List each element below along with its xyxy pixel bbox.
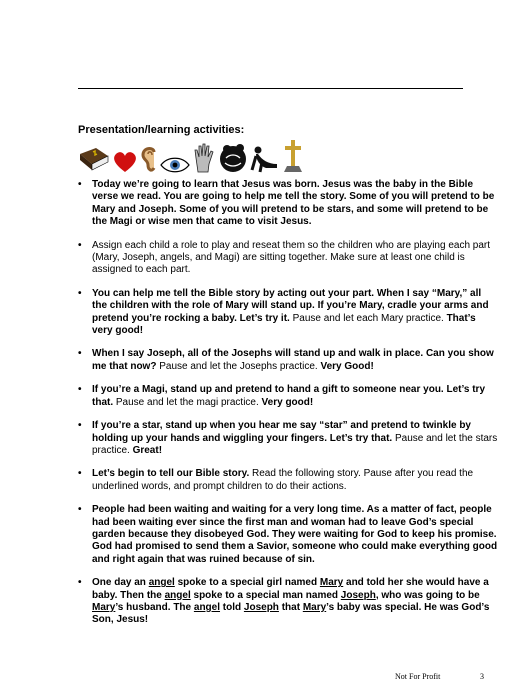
- text-run: told: [220, 601, 244, 613]
- text-run: Mary: [319, 577, 344, 589]
- text-run: That’s very good!: [92, 312, 476, 337]
- bullet-icon: •: [78, 179, 82, 190]
- text-run: Pause and let the magi practice.: [113, 396, 262, 408]
- text-run: Very good!: [261, 396, 314, 408]
- text-run: Joseph: [243, 601, 279, 613]
- list-item: [78, 240, 498, 277]
- text-run: Assign each child a role to play and reseat them so the children who are playing each part (Mary, Joseph, angels, and Magi) are sitting together. Make sure at least one child is assigned to each part.: [92, 239, 491, 276]
- text-run: Mary: [92, 601, 116, 613]
- list-item: [78, 348, 498, 373]
- text-run: Mary: [302, 601, 327, 613]
- text-run: that: [278, 601, 303, 613]
- list-item: [78, 179, 498, 229]
- eye-icon: [160, 156, 190, 179]
- text-run: angel: [148, 577, 175, 589]
- text-run: If you’re a star, stand up when you hear me say “star” and pretend to twinkle by holding up your hands and wiggling your fingers. Let’s try that.: [92, 420, 471, 444]
- section-heading: Presentation/learning activities:: [78, 124, 245, 136]
- footer-text: Not For Profit: [395, 672, 441, 681]
- text-run: angel: [193, 601, 221, 613]
- bullet-icon: •: [78, 420, 82, 432]
- heart-icon: [112, 150, 138, 179]
- text-run: Today we’re going to learn that Jesus was born. Jesus was the baby in the Bible verse we read. You are going to help me tell the story. Some of you will pretend to be Mary and Joseph. Some of you will pretend to be stars, and some will pretend to be the Magi or wise men that came to visit Jesus.: [92, 179, 495, 228]
- text-run: Great!: [132, 444, 163, 456]
- text-run: Very Good!: [320, 360, 374, 372]
- text-run: Read the following story. Pause after you read the underlined words, and prompt children to do their actions.: [92, 468, 474, 492]
- text-run: spoke to a special girl named: [174, 577, 320, 589]
- text-run: Pause and let the stars practice.: [92, 432, 498, 456]
- bullet-icon: •: [78, 468, 82, 480]
- text-run: People had been waiting and waiting for a very long time. As a matter of fact, people had been waiting ever since the first man and woman had to leave God’s special garden because they disobeyed God. They were waiting for God to keep his promise. God had promised to send them a Savior, someone who could make everything good and right again that was ruined because of sin.: [92, 504, 498, 565]
- bullet-icon: •: [78, 577, 82, 589]
- list-item: [78, 504, 498, 566]
- bullet-icon: •: [78, 384, 82, 396]
- text-run: and told her she would have a baby. Then the: [92, 577, 489, 601]
- text-run: One day an: [92, 577, 149, 589]
- list-item: [78, 577, 498, 627]
- stretching-person-icon: [250, 144, 280, 179]
- list-item: [78, 468, 498, 493]
- globe-people-icon: [218, 142, 248, 179]
- activity-list: [78, 179, 498, 638]
- bullet-icon: •: [78, 504, 82, 516]
- text-run: Joseph: [340, 589, 376, 601]
- bible-icon: [78, 144, 110, 179]
- text-run: Let’s begin to tell our Bible story.: [92, 468, 250, 480]
- bullet-icon: •: [78, 287, 82, 299]
- text-run: Pause and let the Josephs practice.: [156, 360, 321, 372]
- text-run: spoke to a special man named: [190, 589, 341, 601]
- text-run: You can help me tell the Bible story by acting out your part. When I say “Mary,” all the children with the role of Mary will stand up. If you’re Mary, cradle your arms and pretend you’re rocking a baby. Let’s try it.: [92, 287, 489, 324]
- text-run: angel: [164, 589, 191, 601]
- text-run: If you’re a Magi, stand up and pretend to hand a gift to someone near you. Let’s try that.: [92, 384, 486, 408]
- text-run: , who was going to be: [375, 589, 480, 601]
- list-item: [78, 384, 498, 409]
- bullet-icon: •: [78, 239, 82, 251]
- bullet-icon: •: [78, 348, 82, 360]
- icon-strip: [78, 143, 304, 179]
- hand-icon: [192, 142, 216, 179]
- page-number: 3: [480, 672, 484, 681]
- text-run: Pause and let each Mary practice.: [289, 312, 447, 324]
- text-run: ’s husband. The: [115, 601, 194, 613]
- list-item: [78, 288, 498, 338]
- list-item: [78, 420, 498, 457]
- text-run: ’s baby was special. He was God’s Son, Jesus!: [92, 601, 490, 626]
- ear-icon: [140, 146, 158, 179]
- cross-icon: [282, 138, 304, 179]
- header-rule: [78, 88, 463, 89]
- text-run: When I say Joseph, all of the Josephs will stand up and walk in place. Can you show me that now?: [92, 348, 494, 372]
